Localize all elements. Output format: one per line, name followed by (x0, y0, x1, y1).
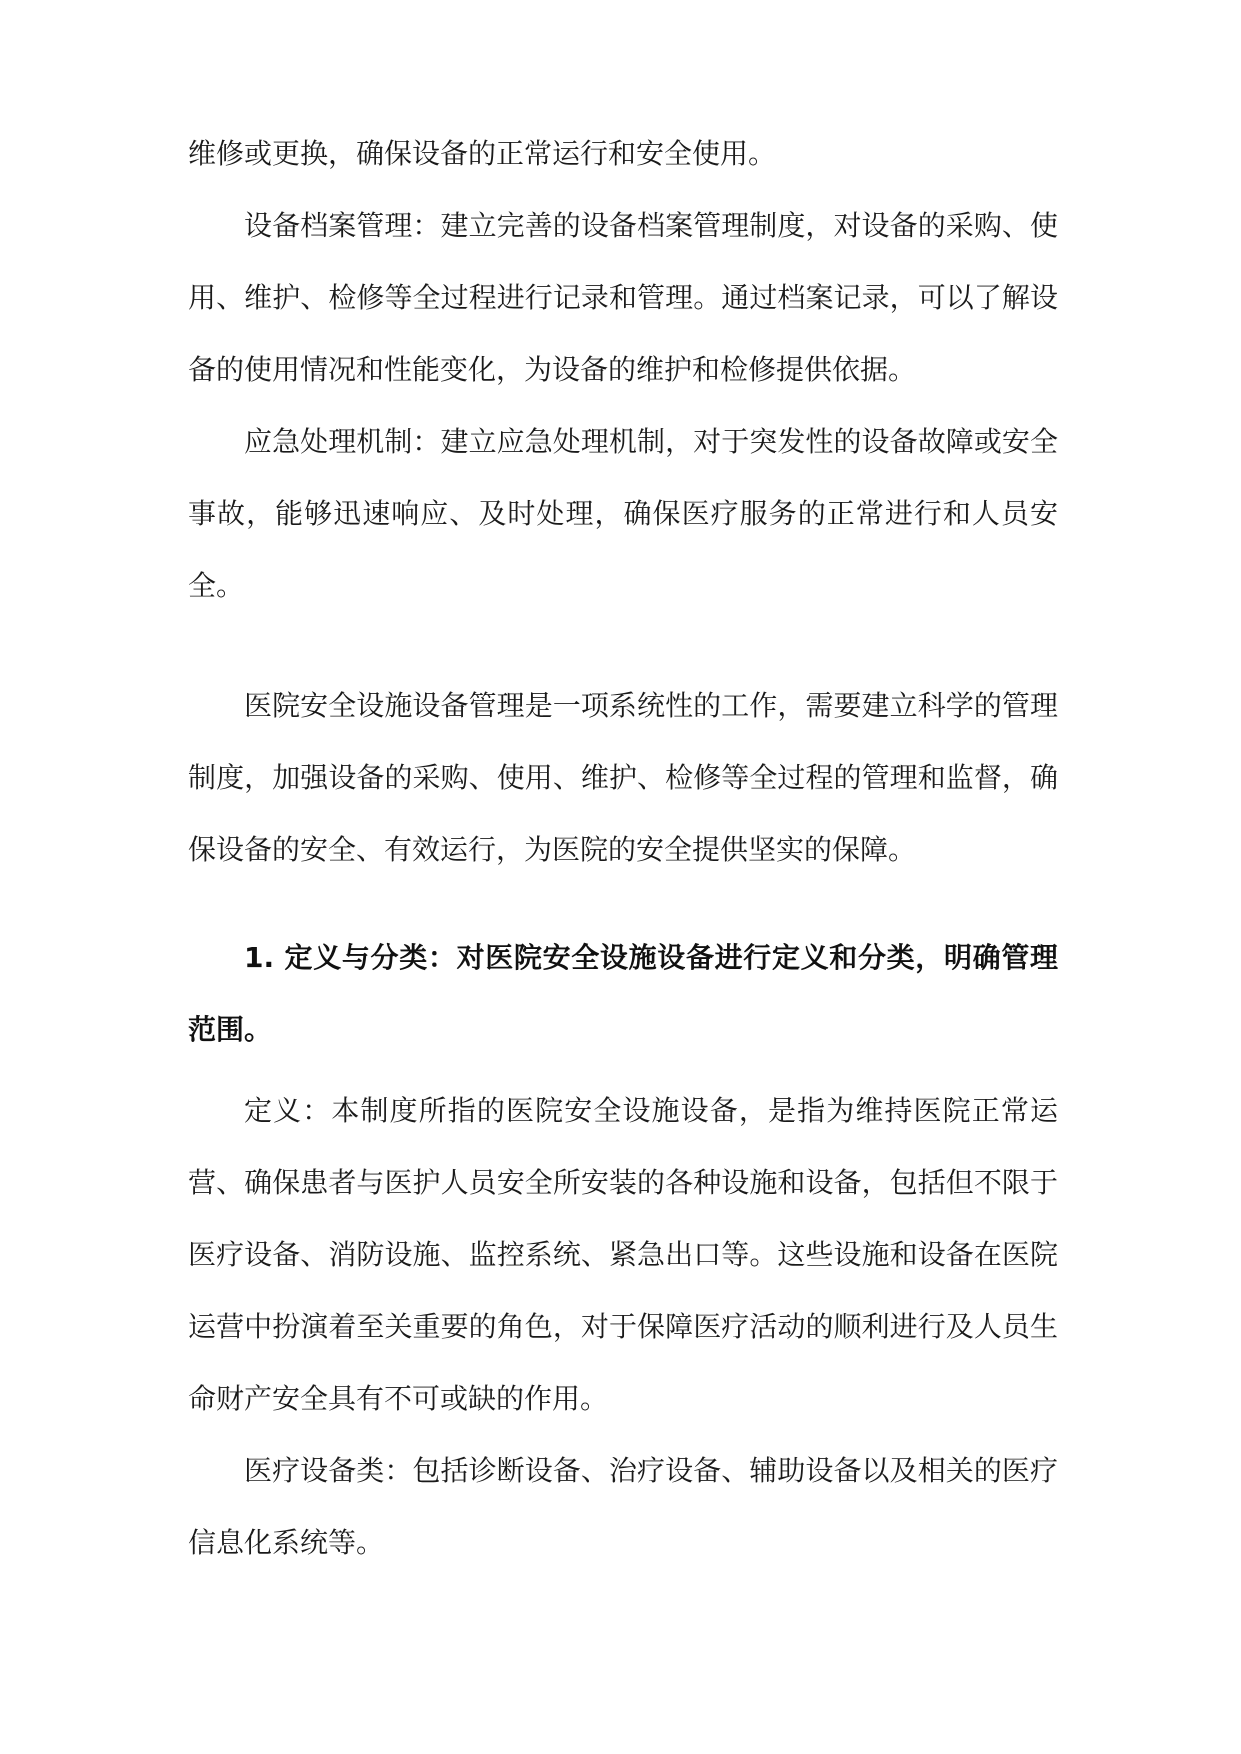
section-heading-definition-classification: 1. 定义与分类：对医院安全设施设备进行定义和分类，明确管理范围。 (188, 941, 1058, 1046)
paragraph-emergency-mechanism: 应急处理机制：建立应急处理机制，对于突发性的设备故障或安全事故，能够迅速响应、及时处理，确保医疗服务的正常进行和人员安全。 (188, 425, 1058, 602)
paragraph-medical-equipment: 医疗设备类：包括诊断设备、治疗设备、辅助设备以及相关的医疗信息化系统等。 (188, 1454, 1058, 1559)
paragraph-equipment-records: 设备档案管理：建立完善的设备档案管理制度，对设备的采购、使用、维护、检修等全过程进行记录和管理。通过档案记录，可以了解设备的使用情况和性能变化，为设备的维护和检修提供依据。 (188, 209, 1058, 386)
paragraph-summary: 医院安全设施设备管理是一项系统性的工作，需要建立科学的管理制度，加强设备的采购、使用、维护、检修等全过程的管理和监督，确保设备的安全、有效运行，为医院的安全提供坚实的保障。 (188, 689, 1058, 866)
paragraph-definition: 定义：本制度所指的医院安全设施设备，是指为维持医院正常运营、确保患者与医护人员安全所安装的各种设施和设备，包括但不限于医疗设备、消防设施、监控系统、紧急出口等。这些设施和设备在医院运营中扮演着至关重要的角色，对于保障医疗活动的顺利进行及人员生命财产安全具有不可或缺的作用。 (188, 1094, 1058, 1415)
paragraph-continuation: 维修或更换，确保设备的正常运行和安全使用。 (188, 137, 777, 170)
